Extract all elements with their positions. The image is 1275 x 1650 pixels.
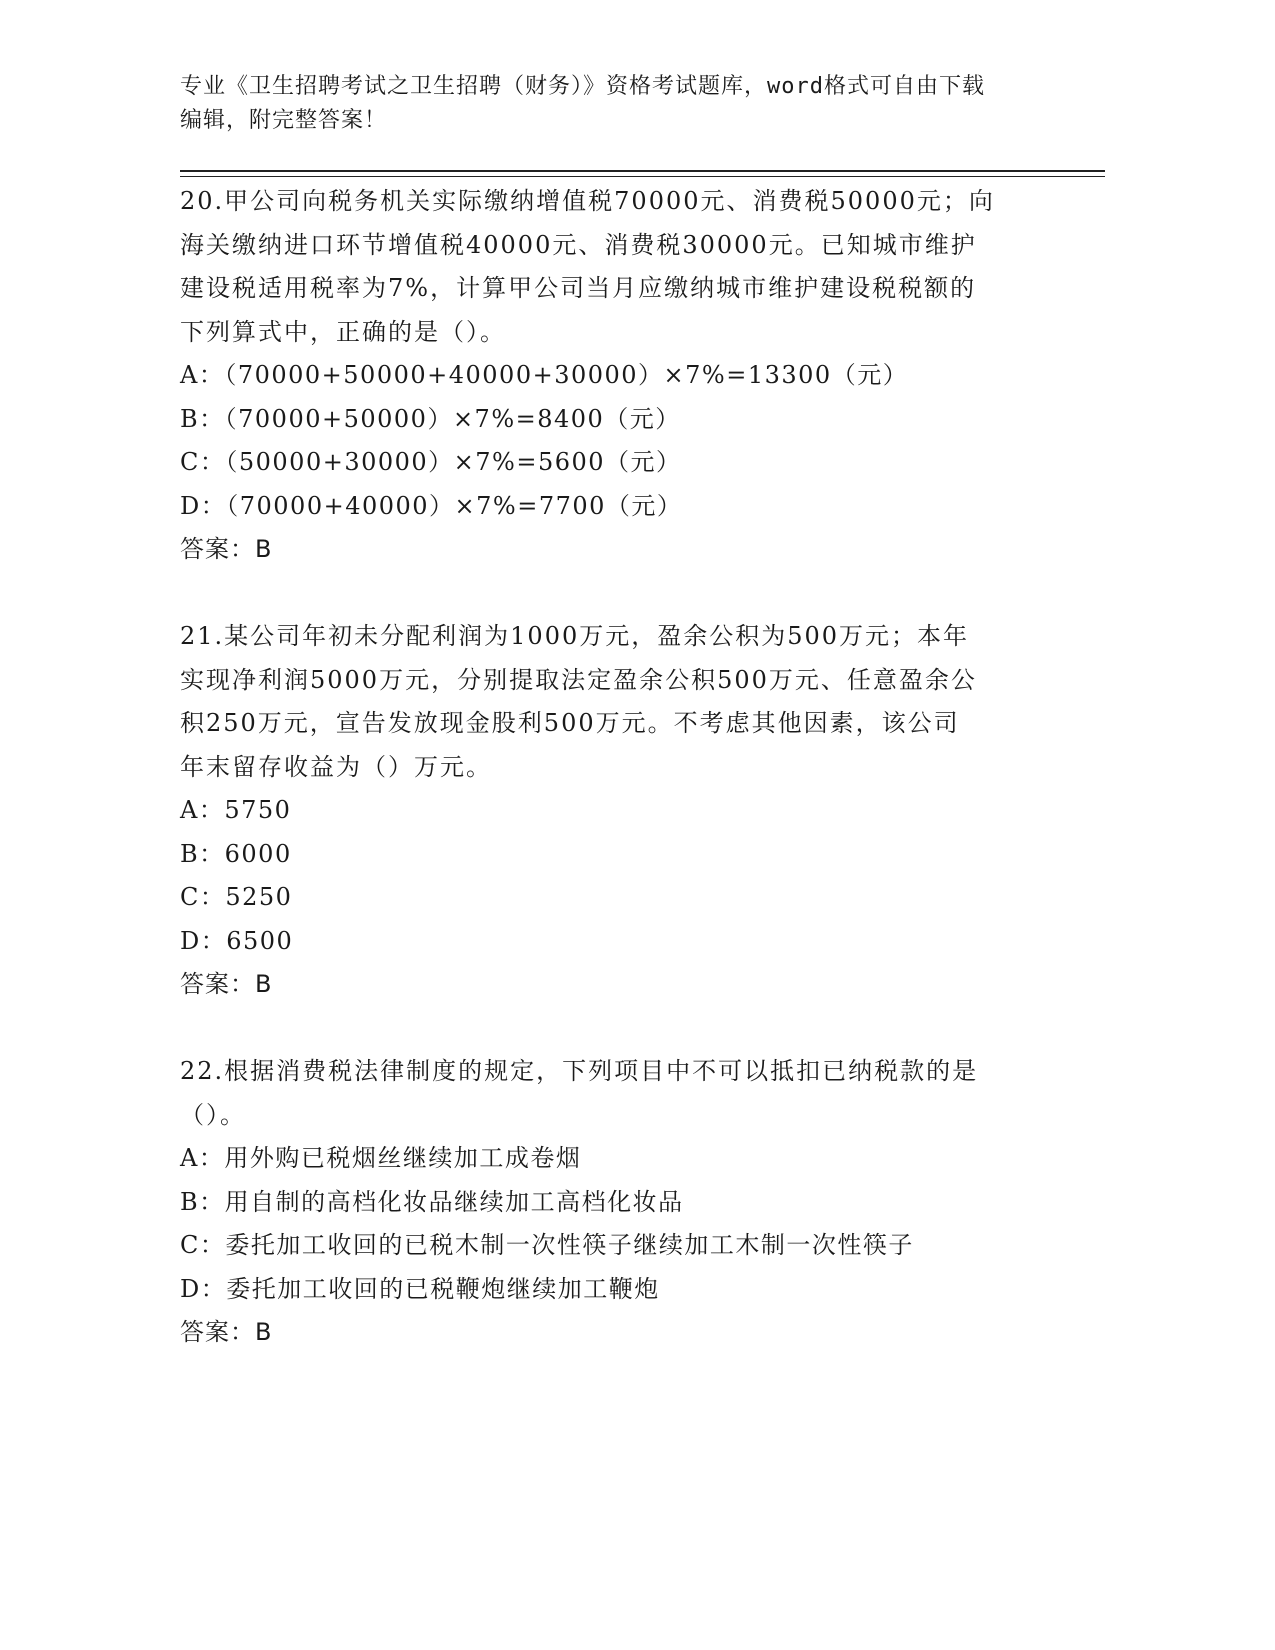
option-c: C：（50000+30000）×7%=5600（元） [180,448,682,476]
question-list [180,180,1040,1355]
stem-line: （）。 [180,1100,246,1129]
stem-line: 20.甲公司向税务机关实际缴纳增值税70000元、消费税50000元；向 [180,187,995,215]
question-stem [180,615,1040,789]
stem-line: 下列算式中，正确的是（）。 [180,317,506,346]
option-c: C：5250 [180,883,293,911]
stem-line: 实现净利润5000万元，分别提取法定盈余公积500万元、任意盈余公 [180,665,977,694]
stem-line: 海关缴纳进口环节增值税40000元、消费税30000元。已知城市维护 [180,230,977,259]
answer: 答案：B [180,970,273,998]
answer: 答案：B [180,535,273,563]
question-22 [180,1050,1040,1355]
option-d: D：6500 [180,926,294,955]
question-stem [180,180,1040,354]
stem-line: 积250万元，宣告发放现金股利500万元。不考虑其他因素，该公司 [180,709,960,737]
question-spacer [180,572,1040,616]
question-spacer [180,1007,1040,1051]
question-stem [180,1050,1040,1137]
header-line-2: 编辑，附完整答案！ [180,108,388,133]
stem-line: 年末留存收益为（）万元。 [180,752,492,781]
document-header [180,70,1040,138]
header-divider-thin [180,176,1105,177]
header-divider-thick [180,170,1105,172]
stem-line: 22.根据消费税法律制度的规定，下列项目中不可以抵扣已纳税款的是 [180,1057,979,1085]
stem-line: 21.某公司年初未分配利润为1000万元，盈余公积为500万元；本年 [180,622,970,650]
option-c: C：委托加工收回的已税木制一次性筷子继续加工木制一次性筷子 [180,1231,914,1259]
question-20 [180,180,1040,572]
header-line-1: 专业《卫生招聘考试之卫生招聘（财务）》资格考试题库，word格式可自由下载 [180,74,985,99]
option-b: B：6000 [180,839,292,868]
stem-line: 建设税适用税率为7%，计算甲公司当月应缴纳城市维护建设税税额的 [180,274,977,302]
option-b: B：用自制的高档化妆品继续加工高档化妆品 [180,1187,684,1216]
option-d: D：（70000+40000）×7%=7700（元） [180,491,683,520]
option-a: A：5750 [180,796,292,824]
answer: 答案：B [180,1318,273,1346]
option-a: A：（70000+50000+40000+30000）×7%=13300（元） [180,361,909,389]
option-b: B：（70000+50000）×7%=8400（元） [180,404,681,433]
option-d: D：委托加工收回的已税鞭炮继续加工鞭炮 [180,1274,660,1303]
question-21 [180,615,1040,1007]
option-a: A：用外购已税烟丝继续加工成卷烟 [180,1144,582,1172]
